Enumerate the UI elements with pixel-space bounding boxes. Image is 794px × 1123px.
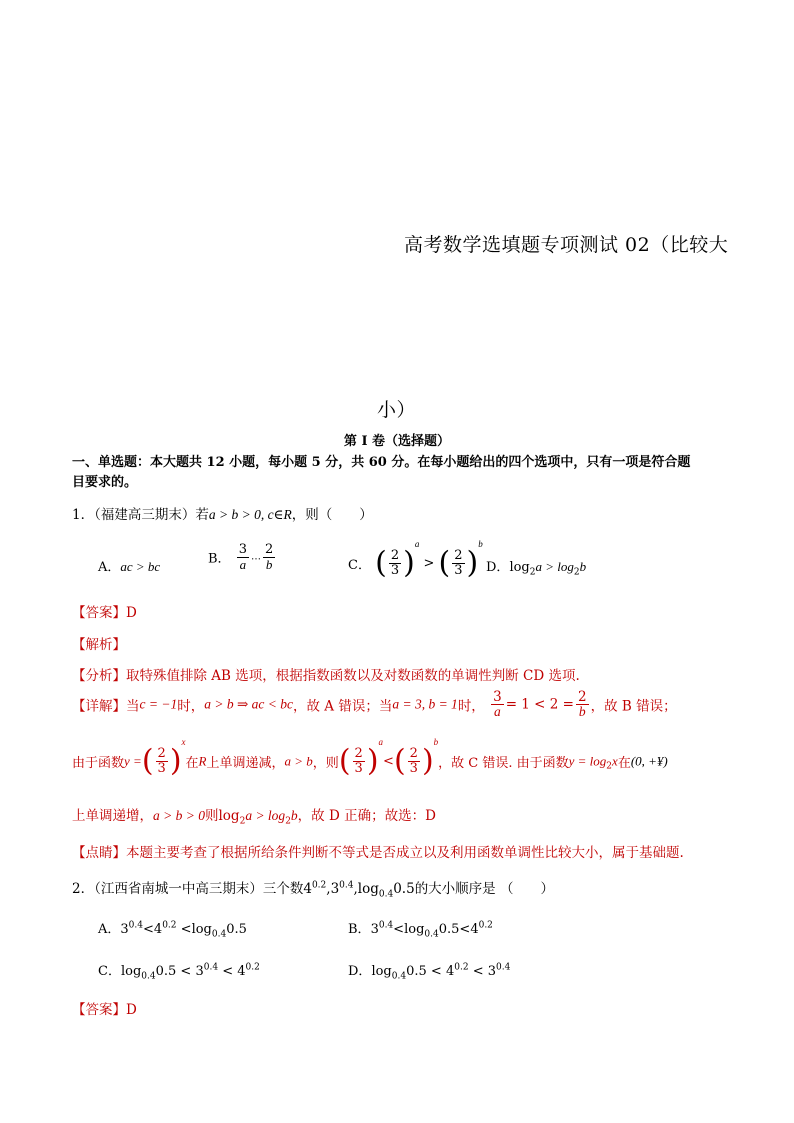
base: 4 (445, 964, 455, 979)
exponent: 0.2 (454, 962, 469, 973)
exponent: 0.2 (245, 962, 260, 973)
answer-tag: 【答案】 (72, 605, 126, 621)
fraction (452, 549, 464, 577)
q1-fenxi (72, 664, 580, 684)
document-title-line2: 小） (377, 399, 417, 421)
relation: < (459, 922, 471, 937)
relation: < (180, 922, 192, 937)
q1-condition: a > b > 0, c∈R (208, 507, 292, 522)
text: 上单调递增， (72, 808, 153, 824)
numerator: 2 (157, 746, 166, 762)
text: ，故 B 错误； (590, 698, 677, 715)
exponent: a (378, 737, 384, 747)
exponent: 0.4 (128, 920, 143, 931)
q1-option-c: C． ( $\frac{2}{3}$ )$^a$ > ( $\frac{2}{3}$ )$^b$ (348, 539, 483, 581)
relation: < (393, 922, 405, 937)
relation: < (143, 922, 154, 937)
exponent: x (181, 737, 186, 747)
numerator: 2 (390, 548, 400, 564)
option-label: B． (208, 551, 231, 567)
fraction (576, 690, 589, 719)
q1-stem-suffix: ，则（ ） (291, 507, 373, 523)
relation: < (430, 964, 442, 979)
math: b (290, 808, 298, 823)
relation: < (383, 754, 394, 769)
q1-xiangjie-line3 (72, 804, 436, 827)
log-argument: 0.5 (226, 922, 247, 937)
fraction (263, 543, 275, 571)
section-heading: 第 I 卷（选择题） (343, 434, 451, 449)
q2-answer (72, 998, 137, 1018)
denominator: a (494, 704, 501, 720)
instructions-line1: 一、单选题：本大题共 12 小题，每小题 5 分，共 60 分。在每小题给出的四个选项中，只有一项是符合题 (72, 455, 691, 470)
exponent: 0.4 (378, 920, 394, 931)
base: 3 (330, 881, 340, 897)
denominator: 3 (390, 563, 400, 578)
fenxi-text: 取特殊值排除 AB 选项，根据指数函数以及对数函数的单调性判断 CD 选项. (126, 668, 580, 684)
log-base: 0.4 (141, 971, 156, 982)
text: 由于函数 (72, 756, 125, 771)
expression: a > log (535, 559, 574, 574)
denominator: b (578, 704, 586, 720)
log-base: 2 (239, 816, 246, 827)
text: 当 (126, 698, 140, 715)
text: 则 (204, 808, 219, 824)
math: y = log (568, 753, 607, 769)
denominator: 3 (157, 761, 166, 776)
fenxi-tag: 【分析】 (72, 668, 126, 684)
denominator: 3 (354, 761, 363, 776)
fraction (237, 543, 249, 571)
fraction (156, 747, 168, 775)
math: a > b > 0 (153, 808, 205, 823)
comma: , (353, 881, 358, 897)
expression: b (579, 559, 587, 574)
relation: < (472, 964, 484, 979)
log-argument: 0.5 (393, 881, 415, 897)
log-argument: 0.5 (406, 964, 427, 979)
log-base: 0.4 (378, 889, 394, 900)
log-base: 2 (285, 816, 291, 827)
base: 4 (303, 881, 312, 897)
dianjing-text: 本题主要考查了根据所给条件判断不等式是否成立以及利用函数单调性比较大小，属于基础题. (126, 845, 684, 861)
text: ，故 D 正确；故选：D (297, 808, 436, 824)
exponent: 0.2 (478, 920, 493, 931)
base: 3 (487, 964, 497, 979)
answer-value: D (126, 605, 137, 621)
math: y = (124, 753, 142, 769)
exponent: 0.2 (311, 880, 327, 891)
fraction (408, 747, 420, 775)
text: 在 (185, 756, 199, 771)
fraction (353, 747, 365, 775)
document-title-line1: 高考数学选填题专项测试 02（比较大 (404, 234, 729, 256)
relation: < (222, 964, 234, 979)
text: 上单调递减， (206, 756, 285, 771)
q1-answer (72, 601, 137, 621)
q2-option-a (98, 918, 247, 940)
q1-xiangjie-line1 (72, 690, 677, 719)
denominator: b (265, 556, 273, 572)
base: 3 (120, 922, 129, 937)
fraction (389, 549, 401, 577)
math: log (218, 808, 240, 824)
option-label: C． (98, 964, 121, 979)
math: R (198, 753, 207, 769)
relation: > (423, 556, 435, 571)
denominator: a (239, 556, 247, 572)
log: log (371, 964, 392, 979)
text: 在 (617, 756, 631, 771)
q1-analysis-tag: 【解析】 (72, 637, 126, 653)
math: x (612, 753, 618, 769)
text: 时， (177, 698, 205, 715)
option-label: A． (98, 560, 121, 575)
base: 4 (470, 922, 479, 937)
dianjing-tag: 【点睛】 (72, 845, 126, 861)
log-base: 0.4 (424, 929, 439, 940)
q1-dianjing (72, 841, 684, 861)
base: 3 (195, 964, 204, 979)
option-label: D． (348, 964, 372, 979)
option-label: D． (486, 560, 510, 575)
numerator: 2 (577, 689, 587, 705)
log-base: 0.4 (211, 929, 227, 940)
q2-option-b (348, 918, 493, 940)
question-1-stem (72, 503, 373, 523)
numerator: 2 (264, 542, 274, 557)
log: log (509, 560, 530, 575)
exponent: b (478, 539, 483, 549)
numerator: 2 (409, 746, 418, 762)
fraction (491, 690, 504, 719)
log: log (357, 881, 379, 897)
xiangjie-tag: 【详解】 (72, 698, 126, 715)
text: ，故 C 错误. 由于函数 (438, 756, 569, 771)
exponent: 0.4 (496, 962, 511, 973)
exponent: 0.4 (339, 880, 354, 891)
q2-option-d (348, 960, 510, 982)
q2-stem-prefix: 2．（江西省南城一中高三期末）三个数 (72, 881, 304, 897)
q1-option-b (208, 543, 277, 571)
log-base: 0.4 (391, 971, 407, 982)
math: a > log (245, 808, 286, 823)
q2-option-c (98, 960, 260, 982)
instructions-line2: 目要求的。 (72, 475, 138, 490)
answer-tag: 【答案】 (72, 1002, 126, 1018)
option-a-expression: ac > bc (120, 559, 161, 574)
numerator: 3 (493, 689, 502, 705)
interval: (0, +¥) (630, 753, 668, 769)
log-base: 2 (529, 567, 536, 578)
exponent: 0.2 (162, 920, 177, 931)
log: log (191, 922, 212, 937)
relation: < (180, 964, 192, 979)
numerator: 3 (238, 542, 247, 557)
text: ，故 A 错误；当 (292, 698, 393, 715)
question-2-stem (72, 877, 554, 900)
math: = 1 < 2 = (505, 696, 574, 713)
exponent: b (433, 737, 439, 747)
log-base: 2 (606, 761, 613, 772)
math: a > b (284, 753, 313, 769)
numerator: 2 (454, 548, 463, 564)
relation: … (250, 551, 261, 563)
q1-xiangjie-line2: 由于函数y =( $\frac{2}{3}$ )$^x$在R上单调递减，a > b，则( $\frac{2}{3}$ )$^a$<( $\frac{2}{3}$ )$^b$，故 C 错误. 由于函数$y = \log_2x$在(0, +¥) (72, 737, 668, 779)
math: c = −1 (139, 696, 178, 712)
q2-stem-suffix: 的大小顺序是 （ ） (414, 881, 554, 897)
comma: , (326, 881, 331, 897)
log-argument: 0.5 (155, 964, 177, 979)
option-label: A． (98, 922, 121, 937)
base: 3 (370, 922, 379, 937)
math: a > b ⇒ ac < bc (204, 696, 293, 712)
exponent: a (414, 539, 420, 549)
log: log (404, 922, 425, 937)
base: 4 (153, 922, 163, 937)
option-label: B． (348, 922, 371, 937)
numerator: 2 (354, 746, 363, 762)
q1-stem-prefix: 1．（福建高三期末）若 (72, 507, 209, 523)
base: 4 (237, 964, 246, 979)
q1-option-a (98, 556, 160, 575)
text: ，则 (312, 756, 339, 771)
text: 时， (457, 698, 485, 715)
log: log (120, 964, 142, 979)
exponent: 0.4 (203, 962, 219, 973)
option-label: C． (348, 558, 371, 573)
math: a = 3, b = 1 (392, 696, 458, 712)
log-base: 2 (573, 567, 580, 578)
q1-option-d (486, 556, 586, 578)
denominator: 3 (409, 761, 418, 776)
denominator: 3 (454, 563, 463, 578)
answer-value: D (126, 1002, 137, 1018)
log-argument: 0.5 (438, 922, 460, 937)
